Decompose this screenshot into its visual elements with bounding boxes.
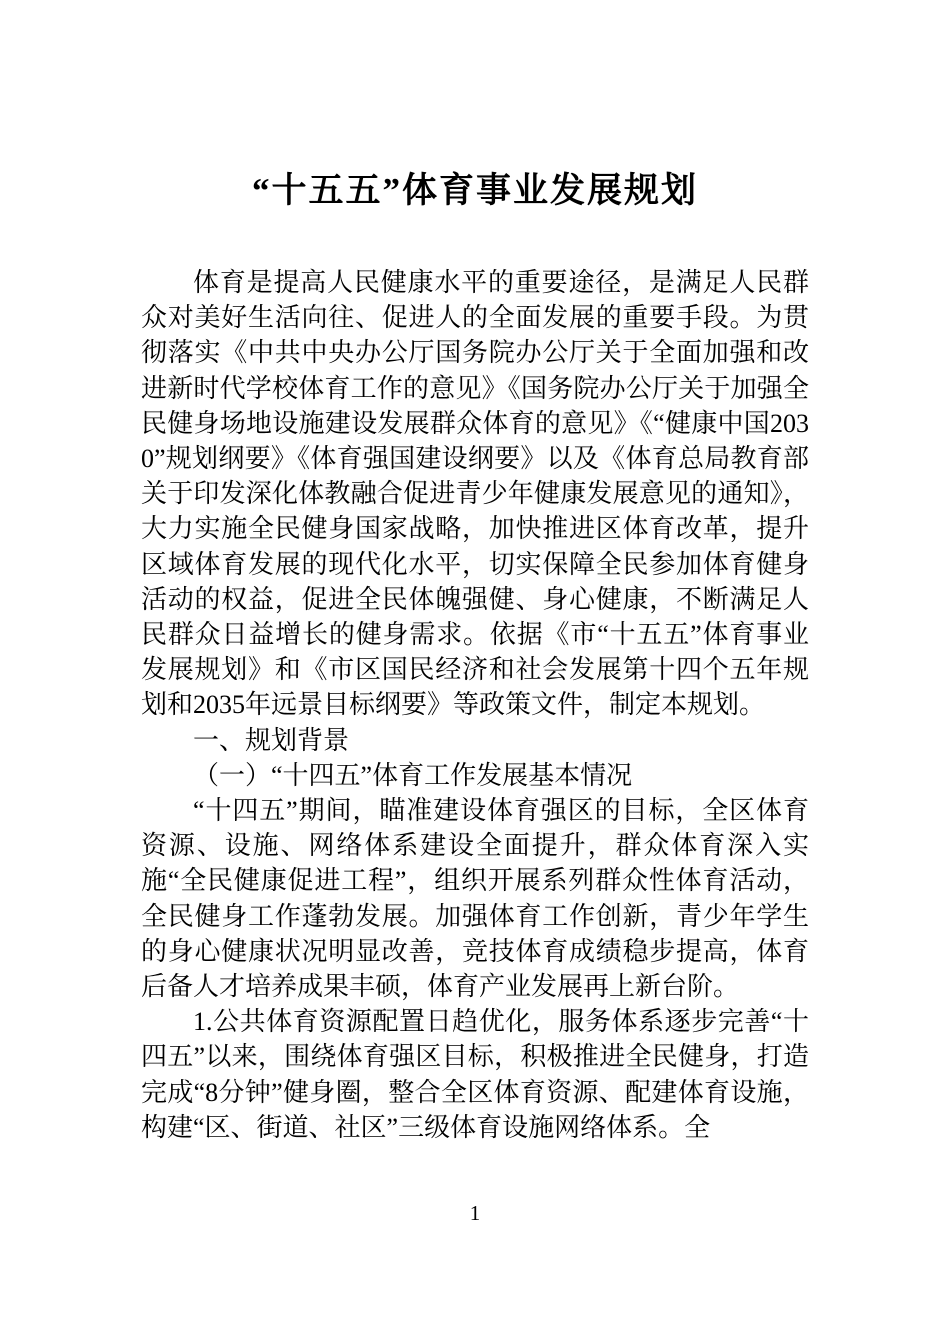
intro-paragraph: 体育是提高人民健康水平的重要途径，是满足人民群众对美好生活向往、促进人的全面发展的重要手段。为贯彻落实《中共中央办公厅国务院办公厅关于全面加强和改进新时代学校体育工作的意见》《国务院办公厅关于加强全民健身场地设施建设发展群众体育的意见》《“健康中国2030”规划纲要》《体育强国建设纲要》以及《体育总局教育部关于印发深化体教融合促进青少年健康发展意见的通知》，大力实施全民健身国家战略，加快推进区体育改革，提升区域体育发展的现代化水平，切实保障全民参加体育健身活动的权益，促进全民体魄强健、身心健康，不断满足人民群众日益增长的健身需求。依据《市“十五五”体育事业发展规划》和《市区国民经济和社会发展第十四个五年规划和2035年远景目标纲要》等政策文件，制定本规划。 bbox=[141, 268, 809, 720]
paragraph-public-sports-resources: 1.公共体育资源配置日趋优化，服务体系逐步完善“十四五”以来，围绕体育强区目标，积极推进全民健身，打造完成“8分钟”健身圈，整合全区体育资源、配建体育设施，构建“区、街道、社区”三级体育设施网络体系。全 bbox=[141, 1007, 809, 1142]
paragraph-14th-five-year-overview: “十四五”期间，瞄准建设体育强区的目标，全区体育资源、设施、网络体系建设全面提升，群众体育深入实施“全民健康促进工程”，组织开展系列群众性体育活动，全民健身工作蓬勃发展。加强体育工作创新，青少年学生的身心健康状况明显改善，竞技体育成绩稳步提高，体育后备人才培养成果丰硕，体育产业发展再上新台阶。 bbox=[141, 796, 809, 1002]
page-number: 1 bbox=[469, 1201, 481, 1225]
subsection-heading-14th-five-year-situation: （一）“十四五”体育工作发展基本情况 bbox=[193, 760, 633, 790]
document-title: “十五五”体育事业发展规划 bbox=[251, 171, 698, 210]
document-body bbox=[141, 265, 809, 1145]
section-heading-planning-background: 一、规划背景 bbox=[193, 725, 350, 755]
